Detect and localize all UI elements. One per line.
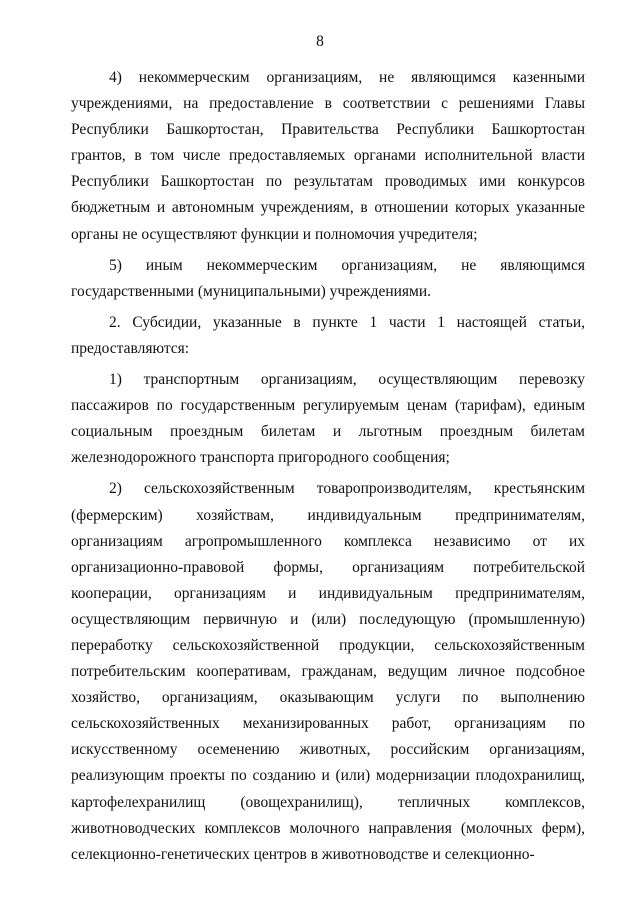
paragraph-item-4-nonprofit-organizations: 4) некоммерческим организациям, не являющимся казенными учреждениями, на предоставление в соответствии с решениями Главы Республики Башкортостан, Правительства Республики Башкортостан грантов, в том числе предоставляемых органами исполнительной власти Республики Башкортостан по результатам проводимых ими конкурсов бюджетным и автономным учреждениям, в отношении которых указанные органы не осуществляют функции и полномочия учредителя; <box>71 69 585 243</box>
paragraph-item-1-transport-organizations: 1) транспортным организациям, осуществляющим перевозку пассажиров по государственным регулируемым ценам (тарифам), единым социальным проездным билетам и льготным проездным билетам железнодорожного транспорта пригородного сообщения; <box>71 371 585 467</box>
paragraph-item-5-other-nonprofits: 5) иным некоммерческим организациям, не являющимся государственными (муниципальными) учреждениями. <box>71 256 585 300</box>
document-body <box>71 65 585 873</box>
paragraph-item-2-agricultural-producers: 2) сельскохозяйственным товаропроизводителям, крестьянским (фермерским) хозяйствам, индивидуальным предпринимателям, организациям агропромышленного комплекса независимо от их организационно-правовой формы, организациям потребительской кооперации, организациям и индивидуальным предпринимателям, осуществляющим первичную и (или) последующую (промышленную) переработку сельскохозяйственной продукции, сельскохозяйственным потребительским кооперативам, гражданам, ведущим личное подсобное хозяйство, организациям, оказывающим услуги по выполнению сельскохозяйственных механизированных работ, организациям по искусственному осеменению животных, российским организациям, реализующим проекты по созданию и (или) модернизации плодохранилищ, картофелехранилищ (овощехранилищ), тепличных комплексов, животноводческих комплексов молочного направления (молочных ферм), селекционно-генетических центров в животноводстве и селекционно- <box>71 480 585 863</box>
paragraph-subsidies-clause-2: 2. Субсидии, указанные в пункте 1 части 1 настоящей статьи, предоставляются: <box>71 313 585 357</box>
page-number: 8 <box>316 33 324 50</box>
